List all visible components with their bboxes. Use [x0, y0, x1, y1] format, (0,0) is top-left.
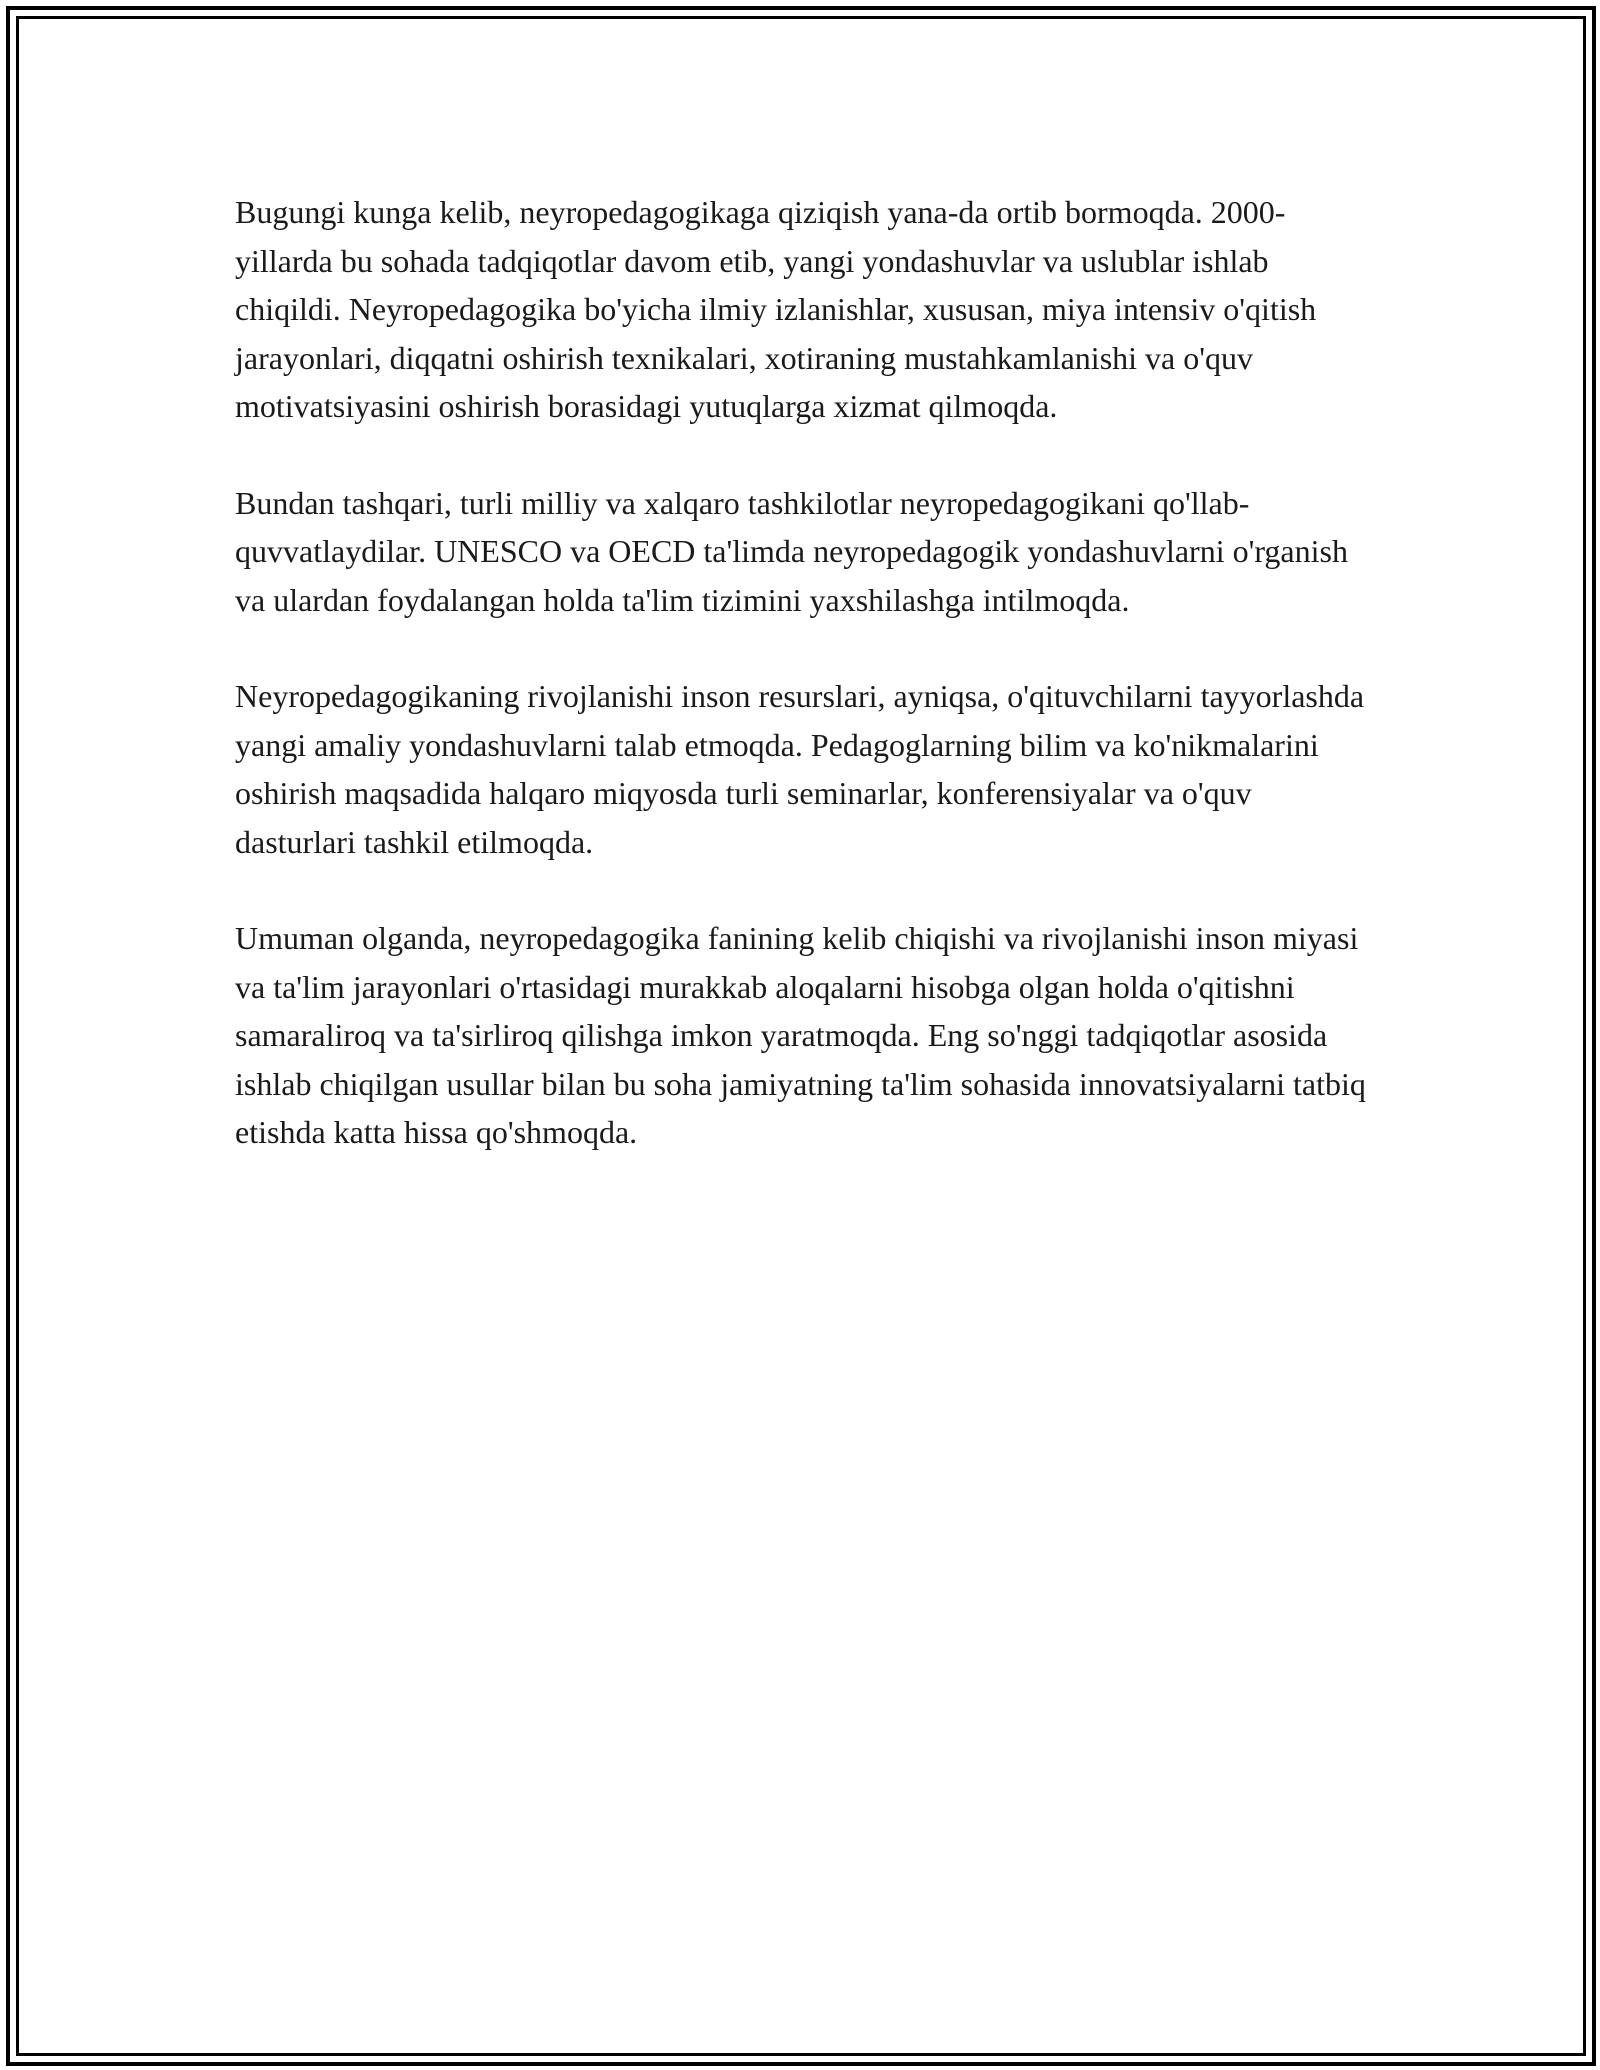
- paragraph-2: Bundan tashqari, turli milliy va xalqaro tashkilotlar neyropedagogikani qo'llab-quvvatlaydilar. UNESCO va OECD ta'limda neyropedagogik yondashuvlarni o'rganish va ulardan foydalangan holda ta'lim tizimini yaxshilashga intilmoqda.: [235, 484, 1348, 618]
- paragraph-3: Neyropedagogikaning rivojlanishi inson resurslari, ayniqsa, o'qituvchilarni tayyorlashda yangi amaliy yondashuvlarni talab etmoqda. Pedagoglarning bilim va ko'nikmalarini oshirish maqsadida halqaro miqyosda turli seminarlar, konferensiyalar va o'quv dasturlari tashkil etilmoqda.: [235, 678, 1365, 860]
- paragraph-1: Bugungi kunga kelib, neyropedagogikaga qiziqish yana-da ortib bormoqda. 2000-yillarda bu sohada tadqiqotlar davom etib, yangi yondashuvlar va uslublar ishlab chiqildi. Neyropedagogika bo'yicha ilmiy izlanishlar, xususan, miya intensiv o'qitish jarayonlari, diqqatni oshirish texnikalari, xotiraning mustahkamlanishi va o'quv motivatsiyasini oshirish borasidagi yutuqlarga xizmat qilmoqda.: [235, 194, 1317, 424]
- document-body: [235, 188, 1375, 1205]
- paragraph-4: Umuman olganda, neyropedagogika fanining kelib chiqishi va rivojlanishi inson miyasi va ta'lim jarayonlari o'rtasidagi murakkab aloqalarni hisobga olgan holda o'qitishni samaraliroq va ta'sirliroq qilishga imkon yaratmoqda. Eng so'nggi tadqiqotlar asosida ishlab chiqilgan usullar bilan bu soha jamiyatning ta'lim sohasida innovatsiyalarni tatbiq etishda katta hissa qo'shmoqda.: [235, 920, 1366, 1150]
